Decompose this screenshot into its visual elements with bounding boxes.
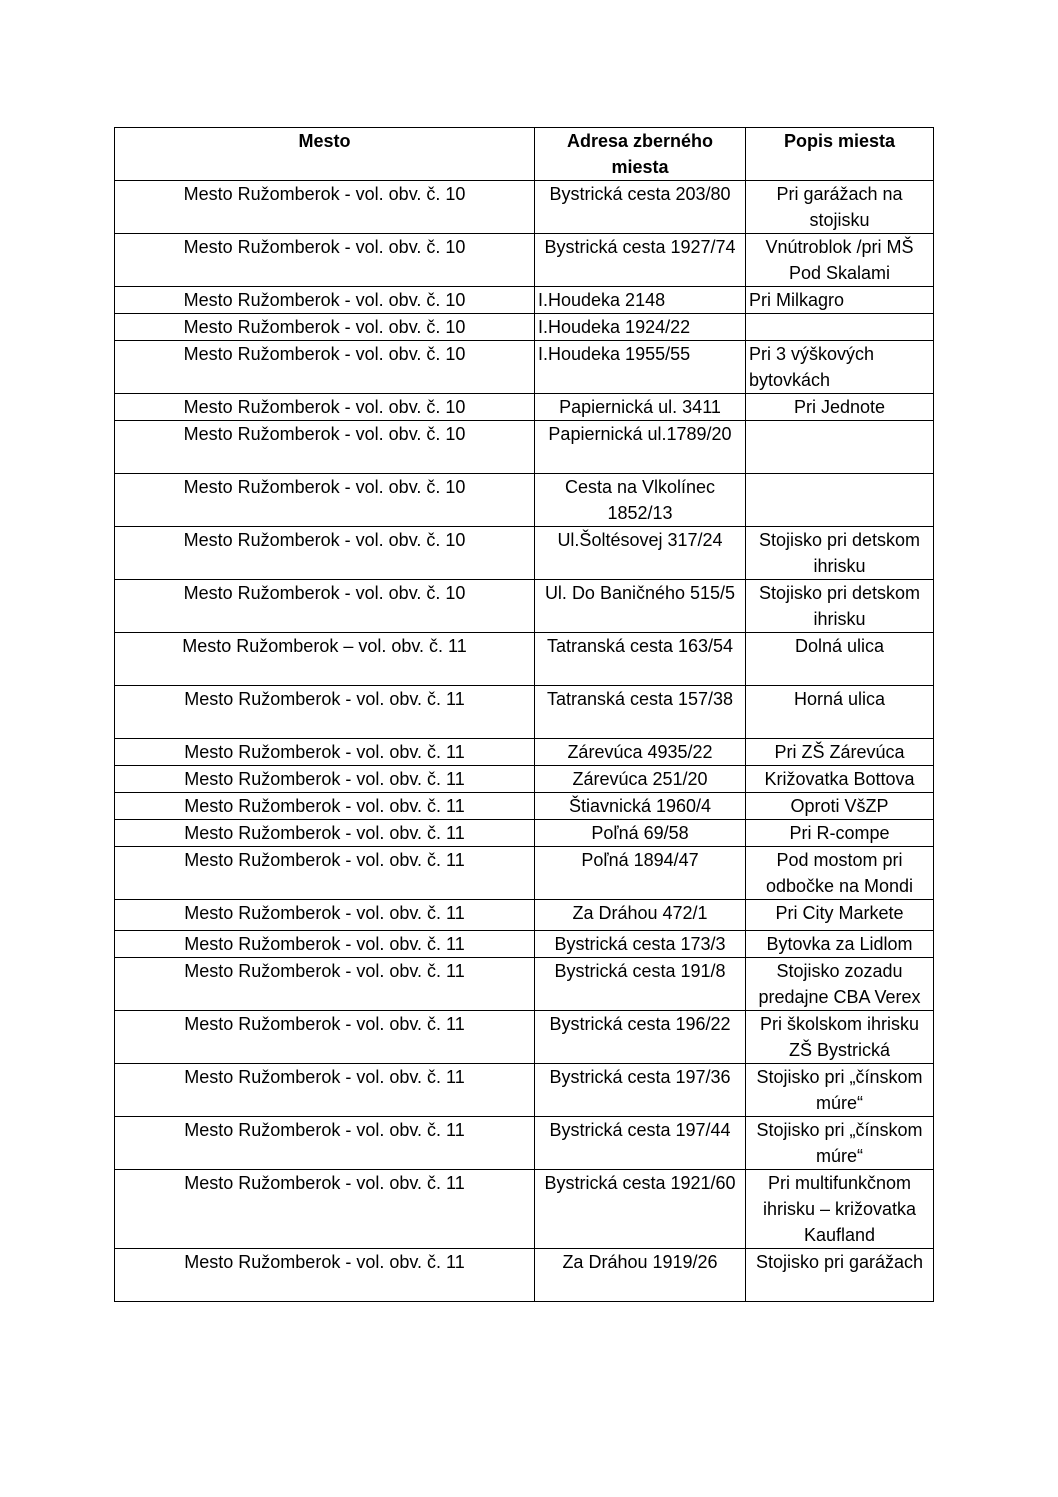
cell-adresa: Bystrická cesta 196/22 <box>535 1011 746 1064</box>
cell-popis: Pri garážach na stojisku <box>746 181 934 234</box>
table-row <box>115 314 934 341</box>
cell-popis: Pri Milkagro <box>746 287 934 314</box>
table-row <box>115 1064 934 1117</box>
cell-adresa: Bystrická cesta 191/8 <box>535 958 746 1011</box>
cell-popis: Dolná ulica <box>746 633 934 686</box>
cell-mesto: Mesto Ružomberok - vol. obv. č. 11 <box>115 793 535 820</box>
cell-mesto: Mesto Ružomberok - vol. obv. č. 11 <box>115 847 535 900</box>
cell-mesto: Mesto Ružomberok - vol. obv. č. 10 <box>115 341 535 394</box>
cell-adresa: I.Houdeka 1924/22 <box>535 314 746 341</box>
table-row <box>115 394 934 421</box>
table-row <box>115 958 934 1011</box>
cell-popis: Stojisko pri garážach <box>746 1249 934 1302</box>
cell-mesto: Mesto Ružomberok - vol. obv. č. 11 <box>115 958 535 1011</box>
cell-popis: Pri ZŠ Zárevúca <box>746 739 934 766</box>
cell-popis: Pod mostom pri odbočke na Mondi <box>746 847 934 900</box>
cell-popis: Pri Jednote <box>746 394 934 421</box>
cell-mesto: Mesto Ružomberok - vol. obv. č. 11 <box>115 1170 535 1249</box>
table-row <box>115 1011 934 1064</box>
collection-points-table <box>114 127 934 1302</box>
cell-popis: Pri 3 výškových bytovkách <box>746 341 934 394</box>
cell-adresa: Štiavnická 1960/4 <box>535 793 746 820</box>
table-row <box>115 686 934 739</box>
cell-popis: Stojisko pri detskom ihrisku <box>746 580 934 633</box>
cell-popis: Pri školskom ihrisku ZŠ Bystrická <box>746 1011 934 1064</box>
cell-adresa: Papiernická ul.1789/20 <box>535 421 746 474</box>
table-row <box>115 181 934 234</box>
cell-popis <box>746 314 934 341</box>
cell-adresa: Za Dráhou 1919/26 <box>535 1249 746 1302</box>
cell-popis: Pri R-compe <box>746 820 934 847</box>
cell-popis: Horná ulica <box>746 686 934 739</box>
table-body <box>115 181 934 1302</box>
header-popis: Popis miesta <box>746 128 934 181</box>
cell-mesto: Mesto Ružomberok - vol. obv. č. 10 <box>115 527 535 580</box>
header-mesto: Mesto <box>115 128 535 181</box>
cell-mesto: Mesto Ružomberok - vol. obv. č. 11 <box>115 766 535 793</box>
table-row <box>115 234 934 287</box>
cell-mesto: Mesto Ružomberok - vol. obv. č. 11 <box>115 931 535 958</box>
table-row <box>115 287 934 314</box>
table-row <box>115 474 934 527</box>
cell-popis <box>746 421 934 474</box>
cell-mesto: Mesto Ružomberok - vol. obv. č. 10 <box>115 314 535 341</box>
cell-adresa: Zárevúca 4935/22 <box>535 739 746 766</box>
cell-adresa: I.Houdeka 2148 <box>535 287 746 314</box>
cell-mesto: Mesto Ružomberok - vol. obv. č. 10 <box>115 181 535 234</box>
table-row <box>115 527 934 580</box>
cell-adresa: Poľná 69/58 <box>535 820 746 847</box>
cell-mesto: Mesto Ružomberok - vol. obv. č. 11 <box>115 820 535 847</box>
cell-adresa: Tatranská cesta 157/38 <box>535 686 746 739</box>
table-row <box>115 820 934 847</box>
cell-adresa: Poľná 1894/47 <box>535 847 746 900</box>
cell-mesto: Mesto Ružomberok - vol. obv. č. 10 <box>115 421 535 474</box>
cell-adresa: Bystrická cesta 1927/74 <box>535 234 746 287</box>
table-row <box>115 931 934 958</box>
table-row <box>115 847 934 900</box>
table-row <box>115 580 934 633</box>
cell-adresa: I.Houdeka 1955/55 <box>535 341 746 394</box>
cell-adresa: Bystrická cesta 203/80 <box>535 181 746 234</box>
cell-adresa: Ul. Do Baničného 515/5 <box>535 580 746 633</box>
cell-popis: Stojisko pri „čínskom múre“ <box>746 1064 934 1117</box>
cell-adresa: Tatranská cesta 163/54 <box>535 633 746 686</box>
table-row <box>115 793 934 820</box>
cell-mesto: Mesto Ružomberok - vol. obv. č. 11 <box>115 1064 535 1117</box>
cell-popis: Križovatka Bottova <box>746 766 934 793</box>
cell-mesto: Mesto Ružomberok - vol. obv. č. 10 <box>115 580 535 633</box>
cell-adresa: Bystrická cesta 197/44 <box>535 1117 746 1170</box>
cell-adresa: Cesta na Vlkolínec 1852/13 <box>535 474 746 527</box>
cell-mesto: Mesto Ružomberok - vol. obv. č. 11 <box>115 1117 535 1170</box>
cell-mesto: Mesto Ružomberok - vol. obv. č. 10 <box>115 234 535 287</box>
table-row <box>115 739 934 766</box>
cell-popis: Pri City Markete <box>746 900 934 931</box>
header-row <box>115 128 934 181</box>
cell-mesto: Mesto Ružomberok - vol. obv. č. 10 <box>115 474 535 527</box>
cell-popis: Pri multifunkčnom ihrisku – križovatka Kaufland <box>746 1170 934 1249</box>
cell-adresa: Bystrická cesta 1921/60 <box>535 1170 746 1249</box>
cell-adresa: Za Dráhou 472/1 <box>535 900 746 931</box>
cell-mesto: Mesto Ružomberok - vol. obv. č. 11 <box>115 1249 535 1302</box>
cell-mesto: Mesto Ružomberok - vol. obv. č. 10 <box>115 394 535 421</box>
cell-mesto: Mesto Ružomberok - vol. obv. č. 11 <box>115 900 535 931</box>
cell-mesto: Mesto Ružomberok - vol. obv. č. 10 <box>115 287 535 314</box>
cell-popis: Bytovka za Lidlom <box>746 931 934 958</box>
cell-adresa: Ul.Šoltésovej 317/24 <box>535 527 746 580</box>
table-row <box>115 766 934 793</box>
cell-adresa: Bystrická cesta 173/3 <box>535 931 746 958</box>
cell-mesto: Mesto Ružomberok - vol. obv. č. 11 <box>115 686 535 739</box>
cell-mesto: Mesto Ružomberok – vol. obv. č. 11 <box>115 633 535 686</box>
table-row <box>115 341 934 394</box>
cell-popis <box>746 474 934 527</box>
cell-popis: Oproti VšZP <box>746 793 934 820</box>
table-row <box>115 1117 934 1170</box>
cell-adresa: Zárevúca 251/20 <box>535 766 746 793</box>
table-row <box>115 900 934 931</box>
table-row <box>115 1249 934 1302</box>
cell-popis: Vnútroblok /pri MŠ Pod Skalami <box>746 234 934 287</box>
header-adresa: Adresa zberného miesta <box>535 128 746 181</box>
cell-mesto: Mesto Ružomberok - vol. obv. č. 11 <box>115 1011 535 1064</box>
cell-popis: Stojisko pri detskom ihrisku <box>746 527 934 580</box>
cell-adresa: Bystrická cesta 197/36 <box>535 1064 746 1117</box>
table-row <box>115 633 934 686</box>
cell-popis: Stojisko pri „čínskom múre“ <box>746 1117 934 1170</box>
cell-mesto: Mesto Ružomberok - vol. obv. č. 11 <box>115 739 535 766</box>
cell-adresa: Papiernická ul. 3411 <box>535 394 746 421</box>
table-row <box>115 421 934 474</box>
cell-popis: Stojisko zozadu predajne CBA Verex <box>746 958 934 1011</box>
table-row <box>115 1170 934 1249</box>
